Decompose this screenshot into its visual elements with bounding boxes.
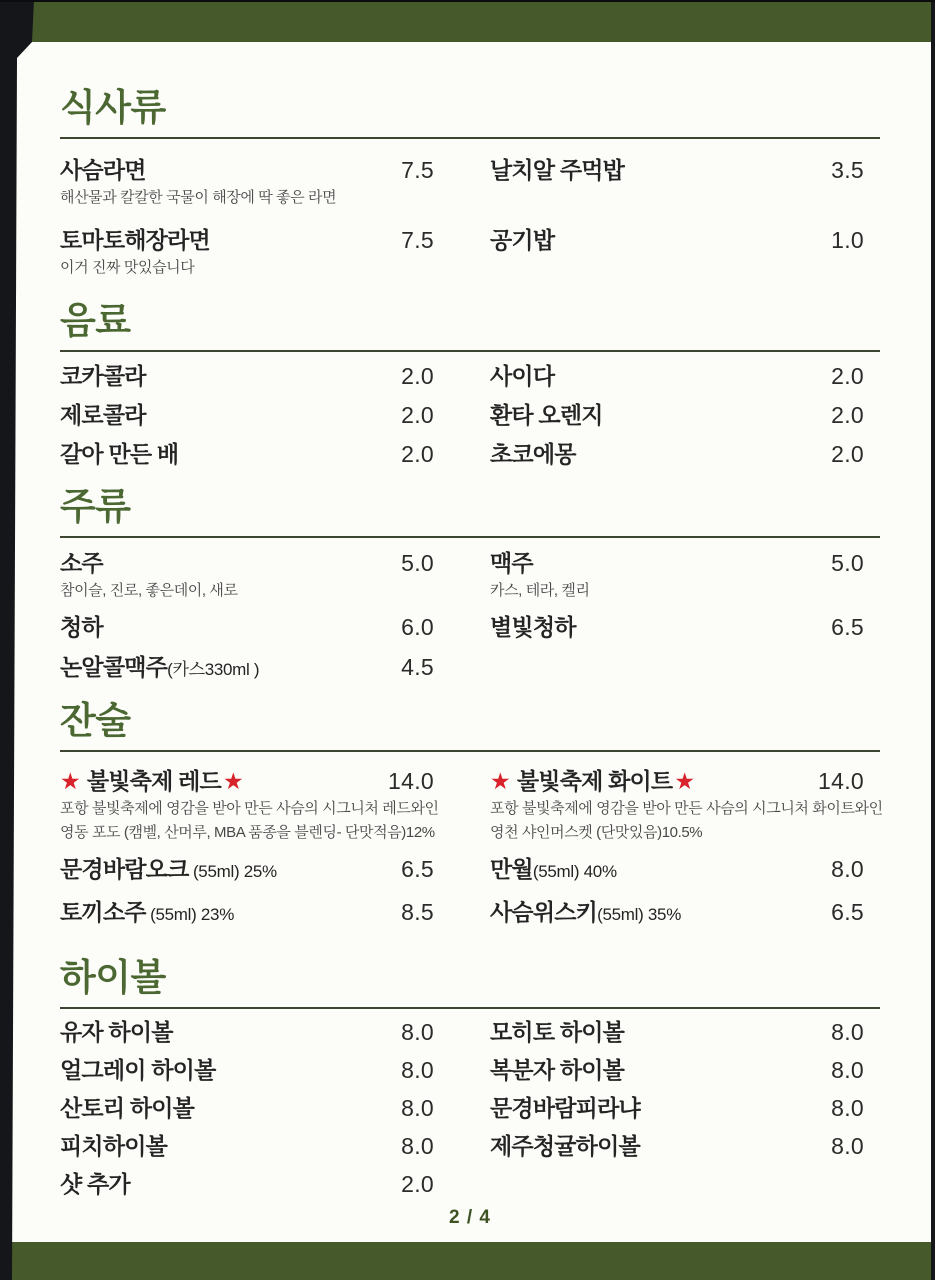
item-description: 참이슬, 진로, 좋은데이, 새로 <box>60 582 238 599</box>
item-price: 4.5 <box>401 654 434 680</box>
item-description: 카스, 테라, 켈리 <box>490 582 590 599</box>
item-name: 논알콜맥주(카스330ml ) <box>60 654 260 680</box>
section-divider <box>60 137 880 139</box>
item-price: 3.5 <box>831 157 864 183</box>
item-name: 모히토 하이볼 <box>490 1019 625 1045</box>
item-name: 피치하이볼 <box>60 1133 168 1159</box>
section-beverages <box>60 301 880 469</box>
item-name: 공기밥 <box>490 227 555 253</box>
item-name: 갈아 만든 배 <box>60 441 179 467</box>
menu-item <box>60 400 434 430</box>
item-note: (카스330ml ) <box>167 660 260 679</box>
star-icon: ★ <box>674 768 695 794</box>
item-price: 6.5 <box>831 614 864 640</box>
menu-row <box>60 361 880 391</box>
menu-item-empty <box>490 1169 864 1199</box>
menu-row <box>60 1093 880 1123</box>
menu-item <box>60 1017 434 1047</box>
item-price: 2.0 <box>401 402 434 428</box>
item-price: 2.0 <box>831 363 864 389</box>
menu-item <box>490 361 864 391</box>
section-divider <box>60 350 880 352</box>
menu-row <box>60 612 880 642</box>
menu-item <box>60 225 434 279</box>
menu-row <box>60 439 880 469</box>
item-name: 날치알 주먹밥 <box>490 157 625 183</box>
item-price: 6.5 <box>831 899 864 925</box>
item-description: 영천 샤인머스켓 (단맛있음)10.5% <box>490 824 703 841</box>
item-price: 8.0 <box>831 1095 864 1121</box>
item-name: 샷 추가 <box>60 1171 130 1197</box>
item-price: 8.0 <box>831 1057 864 1083</box>
item-price: 8.0 <box>831 1019 864 1045</box>
menu-row <box>60 155 880 209</box>
menu-item <box>490 766 883 844</box>
menu-row <box>60 854 880 887</box>
item-name: 문경바람오크 (55ml) 25% <box>60 856 277 882</box>
menu-row <box>60 766 883 844</box>
item-description: 포항 불빛축제에 영감을 받아 만든 사슴의 시그니처 화이트와인 <box>490 800 883 817</box>
section-title: 잔술 <box>60 700 131 741</box>
item-name: 코카콜라 <box>60 363 146 389</box>
star-icon: ★ <box>222 768 243 794</box>
menu-item <box>60 439 434 469</box>
menu-row <box>60 897 880 930</box>
menu-item <box>490 1017 864 1047</box>
menu-item <box>490 1055 864 1085</box>
menu-item <box>60 1131 434 1161</box>
item-price: 2.0 <box>401 441 434 467</box>
menu-item <box>490 225 864 279</box>
section-divider <box>60 750 880 752</box>
star-icon: ★ <box>60 768 80 794</box>
menu-item <box>490 155 864 209</box>
menu-item <box>60 1093 434 1123</box>
item-name: 사슴라면 <box>60 157 146 183</box>
photo-edge-top <box>0 0 935 2</box>
item-name: 사이다 <box>490 363 555 389</box>
menu-item <box>60 612 434 642</box>
item-price: 6.5 <box>401 856 434 882</box>
item-description: 해산물과 칼칼한 국물이 해장에 딱 좋은 라면 <box>60 189 337 206</box>
item-name: 복분자 하이볼 <box>490 1057 625 1083</box>
menu-item <box>60 1055 434 1085</box>
menu-item <box>60 361 434 391</box>
menu-item <box>60 652 434 685</box>
item-name: 만월(55ml) 40% <box>490 856 617 882</box>
item-name: 사슴위스키(55ml) 35% <box>490 899 682 925</box>
item-price: 8.0 <box>401 1019 434 1045</box>
item-price: 8.0 <box>831 1133 864 1159</box>
item-price: 8.0 <box>401 1133 434 1159</box>
section-title: 주류 <box>60 486 131 527</box>
item-note: (55ml) 40% <box>532 862 617 881</box>
item-name: 제주청귤하이볼 <box>490 1133 640 1159</box>
item-note: (55ml) 25% <box>188 862 277 881</box>
menu-row <box>60 1017 880 1047</box>
item-name: ★ 불빛축제 화이트★ <box>490 768 695 794</box>
section-divider <box>60 1007 880 1009</box>
item-price: 8.0 <box>401 1095 434 1121</box>
section-alcohol <box>60 487 880 685</box>
item-price: 2.0 <box>401 363 434 389</box>
menu-item <box>60 897 434 930</box>
item-price: 7.5 <box>401 157 434 183</box>
photo-edge-right <box>931 0 935 1280</box>
menu-item <box>60 854 434 887</box>
item-name: 문경바람피라냐 <box>490 1095 640 1121</box>
item-name: 얼그레이 하이볼 <box>60 1057 216 1083</box>
section-divider <box>60 536 880 538</box>
menu-item-empty <box>490 652 864 685</box>
menu-item <box>60 1169 434 1199</box>
item-price: 14.0 <box>388 768 434 794</box>
item-name: 별빛청하 <box>490 614 576 640</box>
menu-row <box>60 225 880 279</box>
item-price: 8.5 <box>401 899 434 925</box>
item-price: 8.0 <box>401 1057 434 1083</box>
item-description: 포항 불빛축제에 영감을 받아 만든 사슴의 시그니처 레드와인 <box>60 800 439 817</box>
item-price: 5.0 <box>831 550 864 576</box>
menu-row <box>60 400 880 430</box>
item-price: 6.0 <box>401 614 434 640</box>
menu-item <box>60 155 434 209</box>
menu-item <box>490 548 864 602</box>
item-price: 14.0 <box>818 768 864 794</box>
item-description: 이거 진짜 맛있습니다 <box>60 259 195 276</box>
section-title: 하이볼 <box>60 957 166 998</box>
item-name: 맥주 <box>490 550 533 576</box>
menu-row <box>60 1055 880 1085</box>
item-name: 초코에몽 <box>490 441 576 467</box>
item-name: 토마토해장라면 <box>60 227 210 253</box>
item-name: 산토리 하이볼 <box>60 1095 195 1121</box>
item-name: 청하 <box>60 614 103 640</box>
item-price: 2.0 <box>831 441 864 467</box>
item-price: 5.0 <box>401 550 434 576</box>
page-indicator: 2 / 4 <box>449 1207 491 1228</box>
section-by-the-glass <box>60 700 883 930</box>
item-name: 제로콜라 <box>60 402 146 428</box>
item-price: 7.5 <box>401 227 434 253</box>
item-description: 영동 포도 (캠벨, 산머루, MBA 품종을 블렌딩- 단맛적음)12% <box>60 824 435 841</box>
menu-row <box>60 548 880 602</box>
menu-item <box>490 612 864 642</box>
menu-item <box>60 766 439 844</box>
item-name: 소주 <box>60 550 103 576</box>
item-name: ★ 불빛축제 레드★ <box>60 768 243 794</box>
menu-item <box>490 854 864 887</box>
menu-item <box>490 897 864 930</box>
section-highball <box>60 958 880 1199</box>
menu-content <box>60 42 883 1229</box>
menu-item <box>490 439 864 469</box>
item-price: 2.0 <box>831 402 864 428</box>
star-icon: ★ <box>490 768 510 794</box>
item-price: 2.0 <box>401 1171 434 1197</box>
item-name: 토끼소주 (55ml) 23% <box>60 899 235 925</box>
menu-row <box>60 1169 880 1199</box>
menu-item <box>490 1131 864 1161</box>
item-note: (55ml) 35% <box>597 905 682 924</box>
item-name: 유자 하이볼 <box>60 1019 173 1045</box>
section-title: 식사류 <box>60 87 166 128</box>
section-title: 음료 <box>60 300 131 341</box>
item-name: 환타 오렌지 <box>490 402 603 428</box>
menu-item <box>490 1093 864 1123</box>
item-price: 1.0 <box>831 227 864 253</box>
item-note: (55ml) 23% <box>145 905 235 924</box>
menu-item <box>60 548 434 602</box>
menu-row <box>60 652 880 685</box>
item-price: 8.0 <box>831 856 864 882</box>
section-meals <box>60 88 880 279</box>
header-band <box>0 0 935 42</box>
footer-band <box>0 1242 935 1280</box>
menu-row <box>60 1131 880 1161</box>
menu-item <box>490 400 864 430</box>
